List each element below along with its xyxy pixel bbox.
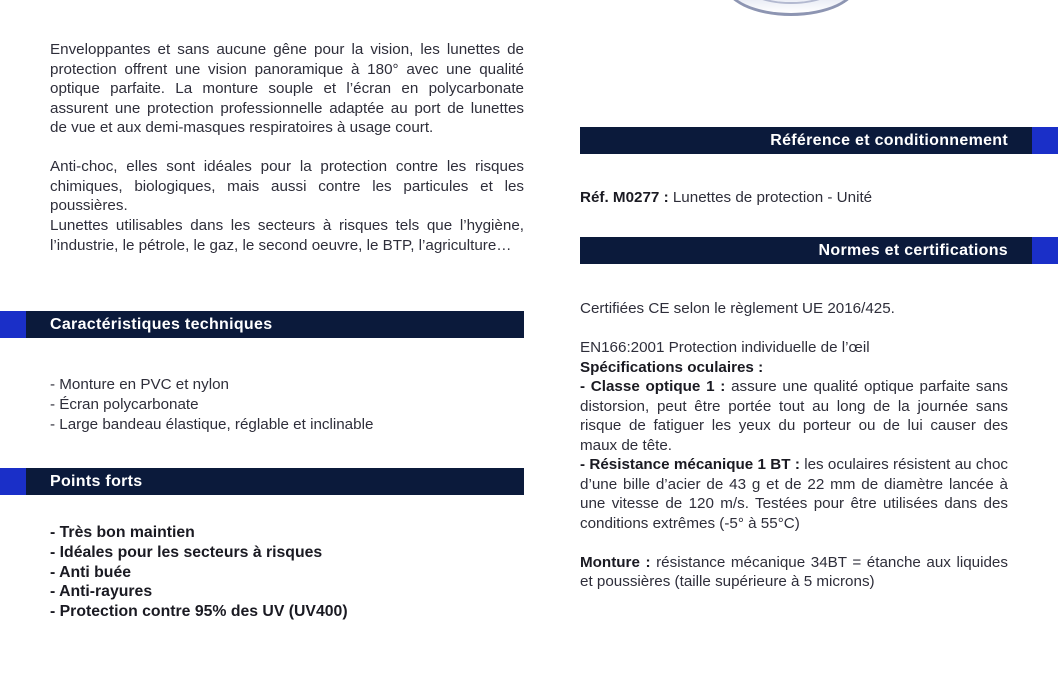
spec-title: Spécifications oculaires : — [580, 358, 764, 376]
monture-label: Monture : — [580, 553, 651, 571]
normes-body — [580, 299, 1008, 592]
list-item: - Écran polycarbonate — [50, 395, 199, 413]
list-item: - Monture en PVC et nylon — [50, 376, 229, 393]
caracteristiques-title: Caractéristiques techniques — [50, 315, 273, 333]
classe-optique-text: assure une qualité optique parfaite sans distorsion, peut être portée tout au long de la journée sans risque de fatiguer les yeux du porteur ou de lui causer des maux de tête. — [580, 378, 1009, 454]
reference-label: Réf. M0277 : — [580, 189, 669, 206]
monture-text: résistance mécanique 34BT = étanche aux liquides et poussières (taille supérieure à 5 microns) — [580, 553, 1008, 590]
resistance-text: les oculaires résistent au choc d’une bille d’acier de 43 g et de 22 mm de diamètre lancée à une vitesse de 120 m/s. Testées pour être utilisées dans des conditions extrêmes (-5° à 55°C) — [580, 456, 1008, 532]
caracteristiques-header — [26, 311, 524, 338]
description-paragraph-3: Lunettes utilisables dans les secteurs à risques tels que l’hygiène, l’industrie, le pétrole, le gaz, le second oeuvre, le BTP, l’agriculture… — [50, 217, 524, 254]
reference-accent — [1032, 127, 1058, 154]
normes-title: Normes et certifications — [818, 241, 1008, 259]
list-item: - Protection contre 95% des UV (UV400) — [50, 603, 348, 621]
spacer — [580, 533, 1008, 553]
list-item: - Large bandeau élastique, réglable et inclinable — [50, 415, 374, 433]
resistance-paragraph — [580, 455, 1008, 533]
classe-optique-label: - Classe optique 1 : — [580, 378, 726, 395]
points-forts-list — [50, 523, 524, 622]
description-paragraph-2: Anti-choc, elles sont idéales pour la protection contre les risques chimiques, biologiques, mais aussi contre les particules et les poussières. — [50, 158, 524, 214]
certif-text: Certifiées CE selon le règlement UE 2016/425. — [580, 300, 895, 317]
classe-optique-paragraph — [580, 377, 1008, 455]
en166-text: EN166:2001 Protection individuelle de l’œil — [580, 339, 870, 356]
reference-title: Référence et conditionnement — [770, 131, 1008, 149]
points-forts-title: Points forts — [50, 472, 143, 490]
points-forts-accent — [0, 468, 26, 495]
reference-text: Lunettes de protection - Unité — [668, 189, 873, 206]
points-forts-header — [26, 468, 524, 495]
normes-header — [580, 237, 1032, 264]
list-item: - Idéales pour les secteurs à risques — [50, 543, 323, 561]
caracteristiques-list — [50, 375, 524, 434]
description-paragraph-1: Enveloppantes et sans aucune gêne pour la vision, les lunettes de protection offrent une vision panoramique à 180° avec une qualité optique parfaite. La monture souple et l’écran en polycarbonate assurent une protection professionnelle adaptée au port de lunettes de vue et aux demi-masques respiratoires à usage court. — [50, 41, 524, 136]
list-item: - Anti buée — [50, 563, 132, 581]
list-item: - Anti-rayures — [50, 583, 153, 601]
reference-header — [580, 127, 1032, 154]
reference-line — [580, 188, 1008, 208]
monture-paragraph — [580, 553, 1008, 592]
list-item: - Très bon maintien — [50, 524, 195, 541]
spacer — [580, 319, 1008, 339]
resistance-label: - Résistance mécanique 1 BT : — [580, 456, 800, 473]
normes-accent — [1032, 237, 1058, 264]
